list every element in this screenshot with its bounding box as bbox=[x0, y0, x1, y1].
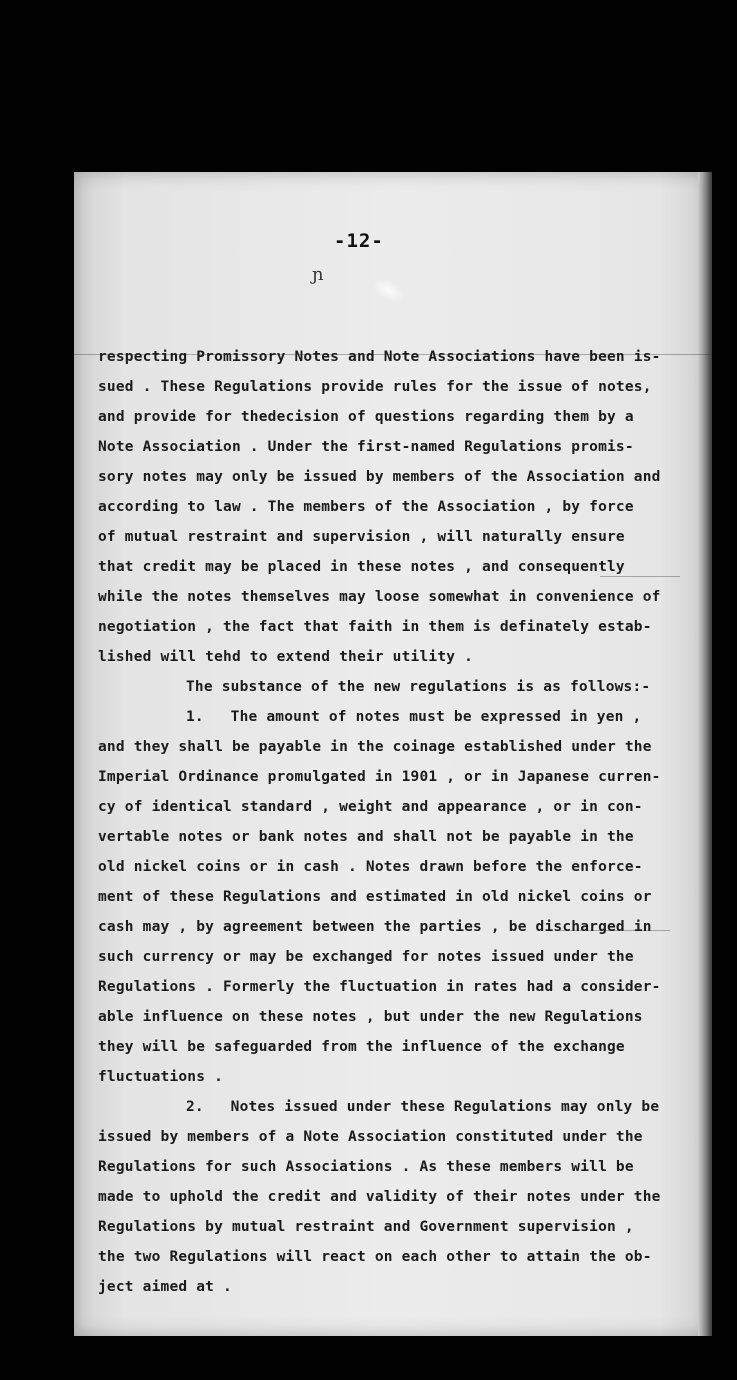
text-line: Note Association . Under the first-named Regulations promis- bbox=[98, 439, 634, 455]
page-edge-shadow bbox=[698, 172, 712, 1336]
text-line: Regulations . Formerly the fluctuation in rates had a consider- bbox=[98, 979, 661, 995]
text-line: they will be safeguarded from the influence of the exchange bbox=[98, 1039, 625, 1055]
text-line: cash may , by agreement between the parties , be discharged in bbox=[98, 919, 652, 935]
text-line: Regulations for such Associations . As these members will be bbox=[98, 1159, 634, 1175]
text-line: Imperial Ordinance promulgated in 1901 , or in Japanese curren- bbox=[98, 769, 661, 785]
text-line: made to uphold the credit and validity of their notes under the bbox=[98, 1189, 661, 1205]
stray-pen-mark: ɲ bbox=[312, 264, 324, 285]
text-line: fluctuations . bbox=[98, 1069, 224, 1085]
text-line: Regulations by mutual restraint and Government supervision , bbox=[98, 1219, 634, 1235]
text-line: the two Regulations will react on each other to attain the ob- bbox=[98, 1249, 652, 1265]
text-line: ment of these Regulations and estimated in old nickel coins or bbox=[98, 889, 652, 905]
text-line: according to law . The members of the Association , by force bbox=[98, 499, 634, 515]
text-line: and provide for thedecision of questions regarding them by a bbox=[98, 409, 634, 425]
text-line: 2. Notes issued under these Regulations may only be bbox=[186, 1099, 660, 1115]
text-line: respecting Promissory Notes and Note Associations have been is- bbox=[98, 349, 661, 365]
text-line: sory notes may only be issued by members of the Association and bbox=[98, 469, 661, 485]
text-line: of mutual restraint and supervision , will naturally ensure bbox=[98, 529, 625, 545]
text-line: The substance of the new regulations is as follows:- bbox=[186, 679, 651, 695]
text-line: 1. The amount of notes must be expressed in yen , bbox=[186, 709, 642, 725]
text-line: able influence on these notes , but under the new Regulations bbox=[98, 1009, 643, 1025]
text-line: old nickel coins or in cash . Notes drawn before the enforce- bbox=[98, 859, 643, 875]
text-line: issued by members of a Note Association constituted under the bbox=[98, 1129, 643, 1145]
text-line: cy of identical standard , weight and appearance , or in con- bbox=[98, 799, 643, 815]
film-scratch bbox=[600, 576, 680, 577]
text-line: while the notes themselves may loose somewhat in convenience of bbox=[98, 589, 661, 605]
text-line: sued . These Regulations provide rules for the issue of notes, bbox=[98, 379, 652, 395]
text-line: lished will tehd to extend their utility . bbox=[98, 649, 474, 665]
text-line: such currency or may be exchanged for notes issued under the bbox=[98, 949, 634, 965]
text-line: that credit may be placed in these notes , and consequently bbox=[98, 559, 625, 575]
text-line: vertable notes or bank notes and shall not be payable in the bbox=[98, 829, 634, 845]
text-line: and they shall be payable in the coinage established under the bbox=[98, 739, 652, 755]
page-number: -12- bbox=[334, 230, 384, 252]
text-line: ject aimed at . bbox=[98, 1279, 232, 1295]
text-line: negotiation , the fact that faith in them is definately estab- bbox=[98, 619, 652, 635]
